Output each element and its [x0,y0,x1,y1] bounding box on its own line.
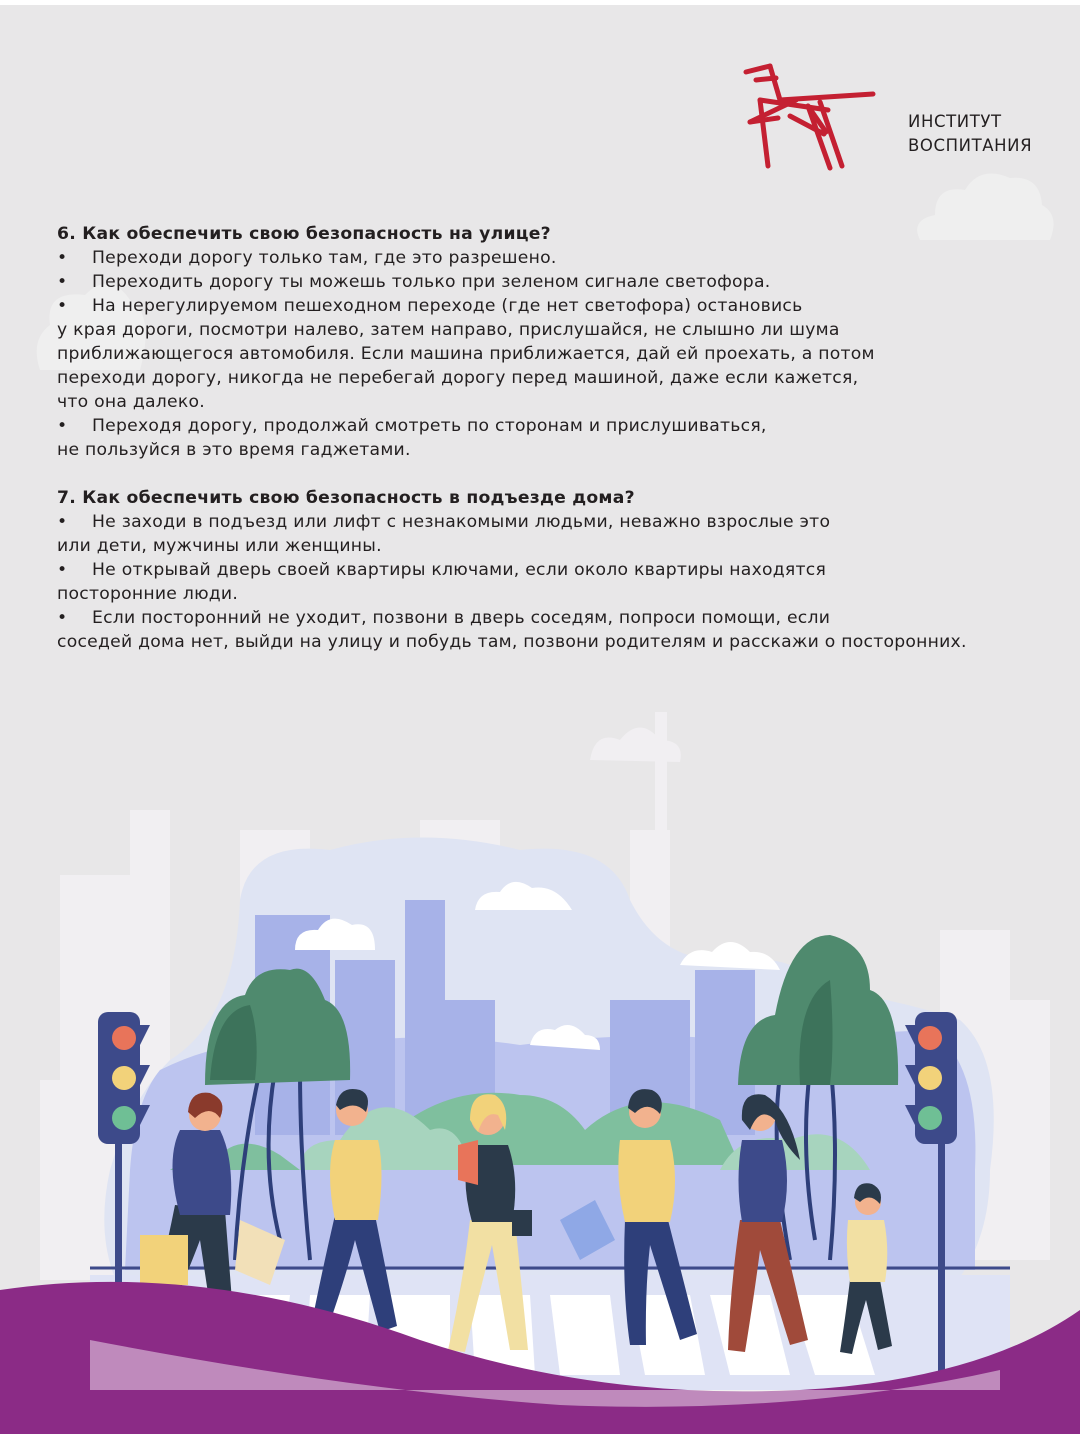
section-6-line: • На нерегулируемом пешеходном переходе (где нет светофора) остановись [57,296,803,316]
section-6-line: приближающегося автомобиля. Если машина приближается, дай ей проехать, а потом [57,344,875,364]
section-7-line: соседей дома нет, выйди на улицу и побудь там, позвони родителям и расскажи о посторонних. [57,632,967,652]
section-6-line: у края дороги, посмотри налево, затем направо, прислушайся, не слышно ли шума [57,320,840,340]
section-6-line: не пользуйся в это время гаджетами. [57,440,411,460]
section-7-line: или дети, мужчины или женщины. [57,536,382,556]
section-7-line: • Не открывай дверь своей квартиры ключами, если около квартиры находятся [57,560,827,580]
safety-rules-text [57,222,1067,654]
brand-line-1: ИНСТИТУТ [908,112,1002,131]
section-7-line: посторонние люди. [57,584,239,604]
top-border [0,0,1080,5]
brand-line-2: ВОСПИТАНИЯ [908,136,1033,155]
section-6-heading: 6. Как обеспечить свою безопасность на улице? [57,224,551,244]
section-7-heading: 7. Как обеспечить свою безопасность в подъезде дома? [57,488,635,508]
institute-logo-icon [738,58,888,178]
pedestrian-crossing-illustration [0,700,1080,1434]
section-6-line: переходи дорогу, никогда не перебегай дорогу перед машиной, даже если кажется, [57,368,859,388]
section-6-line: • Переходить дорогу ты можешь только при зеленом сигнале светофора. [57,272,771,292]
section-6-line: • Переходи дорогу только там, где это разрешено. [57,248,557,268]
section-7-line: • Если посторонний не уходит, позвони в дверь соседям, попроси помощи, если [57,608,831,628]
section-6-line: что она далеко. [57,392,205,412]
brand-name [908,110,1032,158]
section-6-line: • Переходя дорогу, продолжай смотреть по сторонам и прислушиваться, [57,416,767,436]
section-7-line: • Не заходи в подъезд или лифт с незнакомыми людьми, неважно взрослые это [57,512,831,532]
